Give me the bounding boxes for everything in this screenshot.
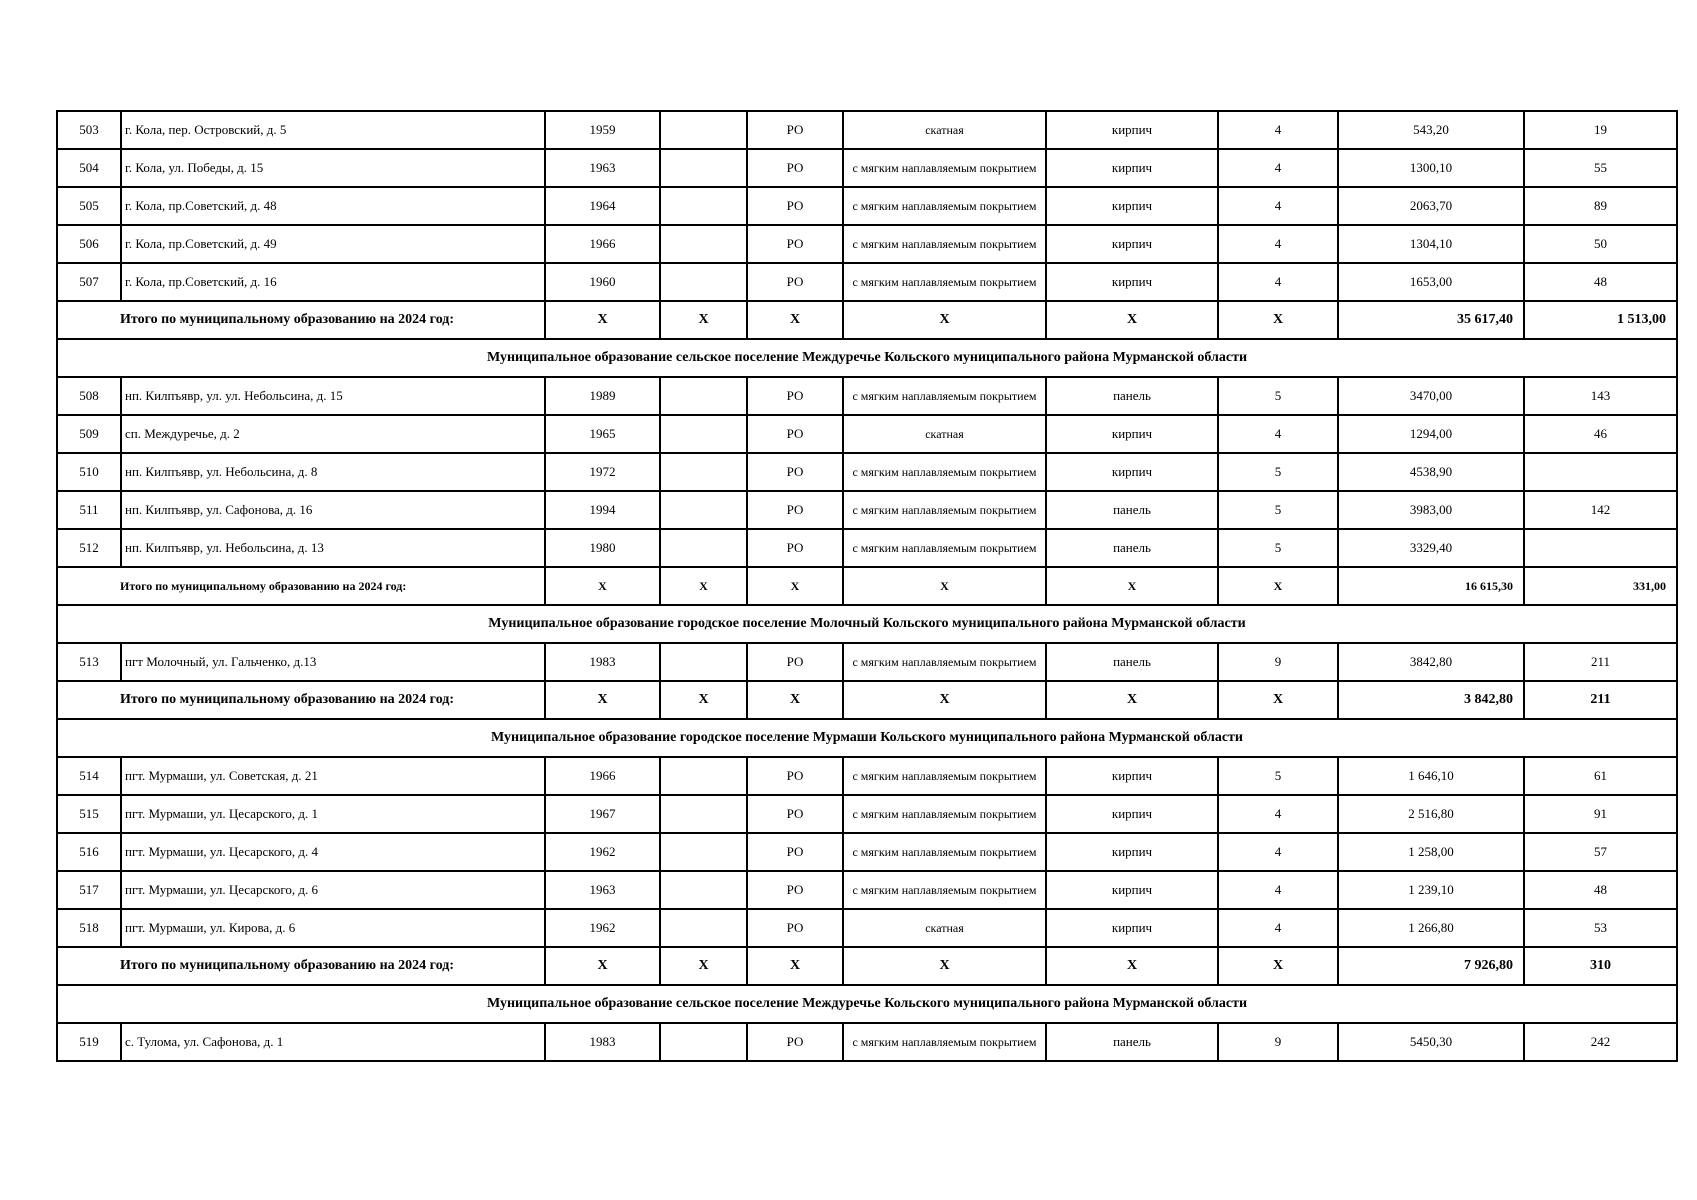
table-row [57,263,1677,301]
count-cell: 57 [1524,833,1677,871]
roof-cell: с мягким наплавляемым покрытием [843,795,1046,833]
roof-cell: с мягким наплавляемым покрытием [843,643,1046,681]
address-cell: нп. Килпъявр, ул. Небольсина, д. 13 [121,529,545,567]
floors-cell: 4 [1218,263,1338,301]
empty-cell [660,1023,747,1061]
type-cell: РО [747,149,843,187]
subtotal-label: Итого по муниципальному образованию на 2024 год: [57,947,545,985]
wall-material-cell: кирпич [1046,415,1218,453]
empty-cell [660,453,747,491]
table-row [57,149,1677,187]
floors-cell: 4 [1218,795,1338,833]
wall-material-cell: панель [1046,491,1218,529]
type-cell: РО [747,263,843,301]
address-cell: нп. Килпъявр, ул. Небольсина, д. 8 [121,453,545,491]
row-number: 511 [57,491,121,529]
year-cell: 1960 [545,263,660,301]
x-mark: Х [660,947,747,985]
subtotal-area: 3 842,80 [1338,681,1524,719]
type-cell: РО [747,491,843,529]
x-mark: Х [660,301,747,339]
address-cell: нп. Килпъявр, ул. Сафонова, д. 16 [121,491,545,529]
type-cell: РО [747,453,843,491]
area-cell: 5450,30 [1338,1023,1524,1061]
table-body [57,111,1677,1061]
x-mark: Х [660,567,747,605]
subtotal-count: 331,00 [1524,567,1677,605]
count-cell: 50 [1524,225,1677,263]
floors-cell: 5 [1218,757,1338,795]
floors-cell: 4 [1218,225,1338,263]
empty-cell [660,757,747,795]
empty-cell [660,263,747,301]
wall-material-cell: кирпич [1046,187,1218,225]
area-cell: 3329,40 [1338,529,1524,567]
subtotal-label: Итого по муниципальному образованию на 2024 год: [57,567,545,605]
count-cell: 242 [1524,1023,1677,1061]
year-cell: 1966 [545,757,660,795]
wall-material-cell: панель [1046,1023,1218,1061]
count-cell: 89 [1524,187,1677,225]
empty-cell [660,491,747,529]
subtotal-count: 310 [1524,947,1677,985]
year-cell: 1962 [545,909,660,947]
x-mark: Х [1218,301,1338,339]
wall-material-cell: кирпич [1046,871,1218,909]
floors-cell: 5 [1218,529,1338,567]
floors-cell: 4 [1218,909,1338,947]
roof-cell: с мягким наплавляемым покрытием [843,377,1046,415]
empty-cell [660,415,747,453]
address-cell: г. Кола, пр.Советский, д. 16 [121,263,545,301]
count-cell: 48 [1524,871,1677,909]
address-cell: нп. Килпъявр, ул. ул. Небольсина, д. 15 [121,377,545,415]
x-mark: Х [1046,567,1218,605]
table-row [57,377,1677,415]
row-number: 508 [57,377,121,415]
row-number: 509 [57,415,121,453]
section-header-row [57,339,1677,377]
x-mark: Х [545,567,660,605]
year-cell: 1964 [545,187,660,225]
area-cell: 1 646,10 [1338,757,1524,795]
subtotal-row [57,567,1677,605]
wall-material-cell: кирпич [1046,149,1218,187]
count-cell: 55 [1524,149,1677,187]
count-cell [1524,529,1677,567]
x-mark: Х [1218,567,1338,605]
table-row [57,757,1677,795]
type-cell: РО [747,757,843,795]
floors-cell: 4 [1218,149,1338,187]
subtotal-area: 16 615,30 [1338,567,1524,605]
floors-cell: 4 [1218,871,1338,909]
table-row [57,1023,1677,1061]
type-cell: РО [747,111,843,149]
year-cell: 1965 [545,415,660,453]
section-header-row [57,605,1677,643]
address-cell: г. Кола, ул. Победы, д. 15 [121,149,545,187]
x-mark: Х [747,567,843,605]
count-cell: 53 [1524,909,1677,947]
roof-cell: с мягким наплавляемым покрытием [843,491,1046,529]
subtotal-area: 35 617,40 [1338,301,1524,339]
roof-cell: с мягким наплавляемым покрытием [843,149,1046,187]
section-title: Муниципальное образование сельское поселение Междуречье Кольского муниципального района Мурманской области [57,985,1677,1023]
year-cell: 1959 [545,111,660,149]
row-number: 514 [57,757,121,795]
row-number: 519 [57,1023,121,1061]
area-cell: 1304,10 [1338,225,1524,263]
year-cell: 1966 [545,225,660,263]
year-cell: 1983 [545,1023,660,1061]
table-row [57,871,1677,909]
table-row [57,111,1677,149]
table-row [57,415,1677,453]
wall-material-cell: кирпич [1046,225,1218,263]
empty-cell [660,149,747,187]
year-cell: 1967 [545,795,660,833]
address-cell: с. Тулома, ул. Сафонова, д. 1 [121,1023,545,1061]
x-mark: Х [843,301,1046,339]
floors-cell: 4 [1218,415,1338,453]
floors-cell: 9 [1218,643,1338,681]
row-number: 507 [57,263,121,301]
section-title: Муниципальное образование городское поселение Мурмаши Кольского муниципального района Мурманской области [57,719,1677,757]
subtotal-row [57,681,1677,719]
housing-table [56,110,1678,1062]
row-number: 516 [57,833,121,871]
type-cell: РО [747,225,843,263]
area-cell: 1 258,00 [1338,833,1524,871]
empty-cell [660,187,747,225]
roof-cell: скатная [843,415,1046,453]
wall-material-cell: кирпич [1046,453,1218,491]
count-cell: 142 [1524,491,1677,529]
empty-cell [660,795,747,833]
address-cell: сп. Междуречье, д. 2 [121,415,545,453]
floors-cell: 5 [1218,377,1338,415]
type-cell: РО [747,871,843,909]
address-cell: г. Кола, пр.Советский, д. 49 [121,225,545,263]
address-cell: пгт. Мурмаши, ул. Цесарского, д. 4 [121,833,545,871]
floors-cell: 4 [1218,833,1338,871]
address-cell: пгт. Мурмаши, ул. Советская, д. 21 [121,757,545,795]
area-cell: 1 239,10 [1338,871,1524,909]
empty-cell [660,643,747,681]
subtotal-row [57,947,1677,985]
roof-cell: с мягким наплавляемым покрытием [843,187,1046,225]
x-mark: Х [843,681,1046,719]
table-row [57,187,1677,225]
type-cell: РО [747,795,843,833]
address-cell: пгт. Мурмаши, ул. Цесарского, д. 6 [121,871,545,909]
table-row [57,909,1677,947]
address-cell: пгт. Мурмаши, ул. Цесарского, д. 1 [121,795,545,833]
x-mark: Х [1046,301,1218,339]
table-row [57,225,1677,263]
type-cell: РО [747,187,843,225]
area-cell: 1300,10 [1338,149,1524,187]
wall-material-cell: кирпич [1046,795,1218,833]
type-cell: РО [747,909,843,947]
roof-cell: скатная [843,111,1046,149]
row-number: 505 [57,187,121,225]
type-cell: РО [747,377,843,415]
wall-material-cell: кирпич [1046,757,1218,795]
table-row [57,833,1677,871]
x-mark: Х [1046,681,1218,719]
roof-cell: с мягким наплавляемым покрытием [843,1023,1046,1061]
roof-cell: с мягким наплавляемым покрытием [843,263,1046,301]
row-number: 504 [57,149,121,187]
subtotal-count: 1 513,00 [1524,301,1677,339]
empty-cell [660,225,747,263]
row-number: 518 [57,909,121,947]
type-cell: РО [747,415,843,453]
address-cell: пгт. Мурмаши, ул. Кирова, д. 6 [121,909,545,947]
wall-material-cell: кирпич [1046,909,1218,947]
table-row [57,453,1677,491]
area-cell: 3983,00 [1338,491,1524,529]
empty-cell [660,833,747,871]
subtotal-area: 7 926,80 [1338,947,1524,985]
roof-cell: с мягким наплавляемым покрытием [843,757,1046,795]
count-cell: 61 [1524,757,1677,795]
x-mark: Х [1218,947,1338,985]
roof-cell: с мягким наплавляемым покрытием [843,871,1046,909]
area-cell: 543,20 [1338,111,1524,149]
floors-cell: 4 [1218,187,1338,225]
year-cell: 1983 [545,643,660,681]
year-cell: 1962 [545,833,660,871]
area-cell: 1653,00 [1338,263,1524,301]
wall-material-cell: кирпич [1046,833,1218,871]
wall-material-cell: кирпич [1046,263,1218,301]
row-number: 513 [57,643,121,681]
area-cell: 3470,00 [1338,377,1524,415]
table-row [57,491,1677,529]
area-cell: 2 516,80 [1338,795,1524,833]
address-cell: пгт Молочный, ул. Гальченко, д.13 [121,643,545,681]
row-number: 510 [57,453,121,491]
floors-cell: 5 [1218,453,1338,491]
area-cell: 1 266,80 [1338,909,1524,947]
year-cell: 1980 [545,529,660,567]
row-number: 515 [57,795,121,833]
count-cell [1524,453,1677,491]
count-cell: 19 [1524,111,1677,149]
row-number: 506 [57,225,121,263]
x-mark: Х [843,567,1046,605]
x-mark: Х [747,681,843,719]
section-header-row [57,985,1677,1023]
wall-material-cell: кирпич [1046,111,1218,149]
section-title: Муниципальное образование сельское поселение Междуречье Кольского муниципального района Мурманской области [57,339,1677,377]
roof-cell: с мягким наплавляемым покрытием [843,225,1046,263]
x-mark: Х [545,947,660,985]
subtotal-label: Итого по муниципальному образованию на 2024 год: [57,681,545,719]
wall-material-cell: панель [1046,529,1218,567]
empty-cell [660,111,747,149]
count-cell: 48 [1524,263,1677,301]
count-cell: 91 [1524,795,1677,833]
roof-cell: с мягким наплавляемым покрытием [843,529,1046,567]
section-header-row [57,719,1677,757]
table-row [57,643,1677,681]
x-mark: Х [1046,947,1218,985]
area-cell: 1294,00 [1338,415,1524,453]
count-cell: 143 [1524,377,1677,415]
x-mark: Х [1218,681,1338,719]
count-cell: 46 [1524,415,1677,453]
area-cell: 4538,90 [1338,453,1524,491]
wall-material-cell: панель [1046,377,1218,415]
x-mark: Х [545,681,660,719]
floors-cell: 9 [1218,1023,1338,1061]
row-number: 517 [57,871,121,909]
subtotal-label: Итого по муниципальному образованию на 2024 год: [57,301,545,339]
x-mark: Х [747,301,843,339]
count-cell: 211 [1524,643,1677,681]
x-mark: Х [660,681,747,719]
type-cell: РО [747,1023,843,1061]
area-cell: 3842,80 [1338,643,1524,681]
x-mark: Х [545,301,660,339]
type-cell: РО [747,643,843,681]
table-row [57,795,1677,833]
type-cell: РО [747,833,843,871]
year-cell: 1972 [545,453,660,491]
subtotal-count: 211 [1524,681,1677,719]
x-mark: Х [747,947,843,985]
floors-cell: 4 [1218,111,1338,149]
year-cell: 1994 [545,491,660,529]
row-number: 503 [57,111,121,149]
empty-cell [660,909,747,947]
year-cell: 1963 [545,149,660,187]
row-number: 512 [57,529,121,567]
table-row [57,529,1677,567]
section-title: Муниципальное образование городское поселение Молочный Кольского муниципального района Мурманской области [57,605,1677,643]
address-cell: г. Кола, пр.Советский, д. 48 [121,187,545,225]
empty-cell [660,529,747,567]
floors-cell: 5 [1218,491,1338,529]
empty-cell [660,871,747,909]
empty-cell [660,377,747,415]
roof-cell: с мягким наплавляемым покрытием [843,833,1046,871]
address-cell: г. Кола, пер. Островский, д. 5 [121,111,545,149]
area-cell: 2063,70 [1338,187,1524,225]
roof-cell: с мягким наплавляемым покрытием [843,453,1046,491]
type-cell: РО [747,529,843,567]
roof-cell: скатная [843,909,1046,947]
year-cell: 1989 [545,377,660,415]
x-mark: Х [843,947,1046,985]
wall-material-cell: панель [1046,643,1218,681]
year-cell: 1963 [545,871,660,909]
subtotal-row [57,301,1677,339]
